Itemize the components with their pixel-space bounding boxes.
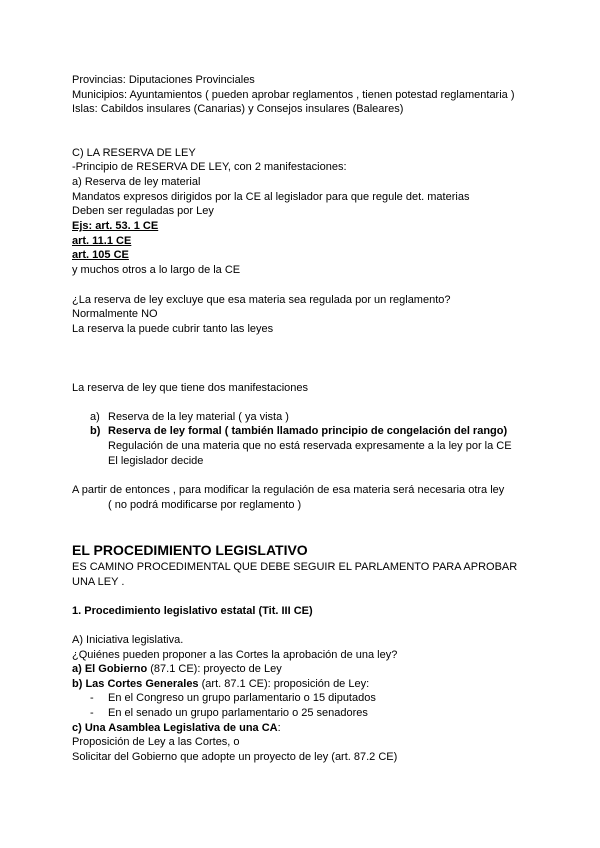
line-una-ley: UNA LEY . [72,576,125,588]
line-municipios: Municipios: Ayuntamientos ( pueden aprobar reglamentos , tienen potestad reglamentaria ) [72,89,515,101]
line-art-11-1: art. 11.1 CE [72,235,132,247]
gobierno-label: a) El Gobierno [72,663,148,675]
line-gobierno [72,662,282,676]
dash-marker: - [90,692,94,704]
line-iniciativa: A) Iniciativa legislativa. [72,634,184,646]
reserva-heading: C) LA RESERVA DE LEY [72,147,196,159]
line-regulacion: Regulación de una materia que no está reservada expresamente a la ley por la CE [108,440,512,452]
line-a-partir: A partir de entonces , para modificar la regulación de esa materia será necesaria otra ley [72,484,505,496]
line-ejs: Ejs: art. 53. 1 CE [72,220,159,232]
line-art-105: art. 105 CE [72,249,129,261]
list-item: Reserva de ley formal ( también llamado principio de congelación del rango) [108,425,508,437]
procedimiento-subheading: 1. Procedimiento legislativo estatal (Tit. III CE) [72,605,313,617]
line-solicitar: Solicitar del Gobierno que adopte un proyecto de ley (art. 87.2 CE) [72,751,398,763]
line-es-camino: ES CAMINO PROCEDIMENTAL QUE DEBE SEGUIR EL PARLAMENTO PARA APROBAR [72,561,518,573]
line-asamblea [72,721,281,735]
procedimiento-title: EL PROCEDIMIENTO LEGISLATIVO [72,542,308,558]
list-item: Reserva de la ley material ( ya vista ) [108,411,289,423]
line-congreso: En el Congreso un grupo parlamentario o 15 diputados [108,692,376,704]
asamblea-text: : [277,722,281,734]
line-quienes: ¿Quiénes pueden proponer a las Cortes la aprobación de una ley? [72,649,398,661]
line-ley-material: a) Reserva de ley material [72,176,201,188]
line-normalmente: Normalmente NO [72,308,158,320]
asamblea-label: c) Una Asamblea Legislativa de una CA [72,722,278,734]
line-principio: -Principio de RESERVA DE LEY, con 2 manifestaciones: [72,161,347,173]
line-muchos: y muchos otros a lo largo de la CE [72,264,241,276]
line-senado: En el senado un grupo parlamentario o 25 senadores [108,707,368,719]
cortes-label: b) Las Cortes Generales [72,678,199,690]
line-proposicion: Proposición de Ley a las Cortes, o [72,736,240,748]
line-cortes [72,677,369,691]
line-no-podra: ( no podrá modificarse por reglamento ) [108,499,302,511]
list-marker: b) [90,425,101,437]
line-deben: Deben ser reguladas por Ley [72,205,214,217]
gobierno-text: (87.1 CE): proyecto de Ley [147,663,282,675]
cortes-text: (art. 87.1 CE): proposición de Ley: [198,678,370,690]
dash-marker: - [90,707,94,719]
line-pregunta: ¿La reserva de ley excluye que esa materia sea regulada por un reglamento? [72,294,451,306]
line-dos-manifestaciones: La reserva de ley que tiene dos manifestaciones [72,382,309,394]
list-marker: a) [90,411,100,423]
line-mandatos: Mandatos expresos dirigidos por la CE al legislador para que regule det. materias [72,191,470,203]
line-islas: Islas: Cabildos insulares (Canarias) y Consejos insulares (Baleares) [72,103,404,115]
line-provincias: Provincias: Diputaciones Provinciales [72,74,255,86]
line-cubrir: La reserva la puede cubrir tanto las leyes [72,323,274,335]
line-decide: El legislador decide [108,455,204,467]
